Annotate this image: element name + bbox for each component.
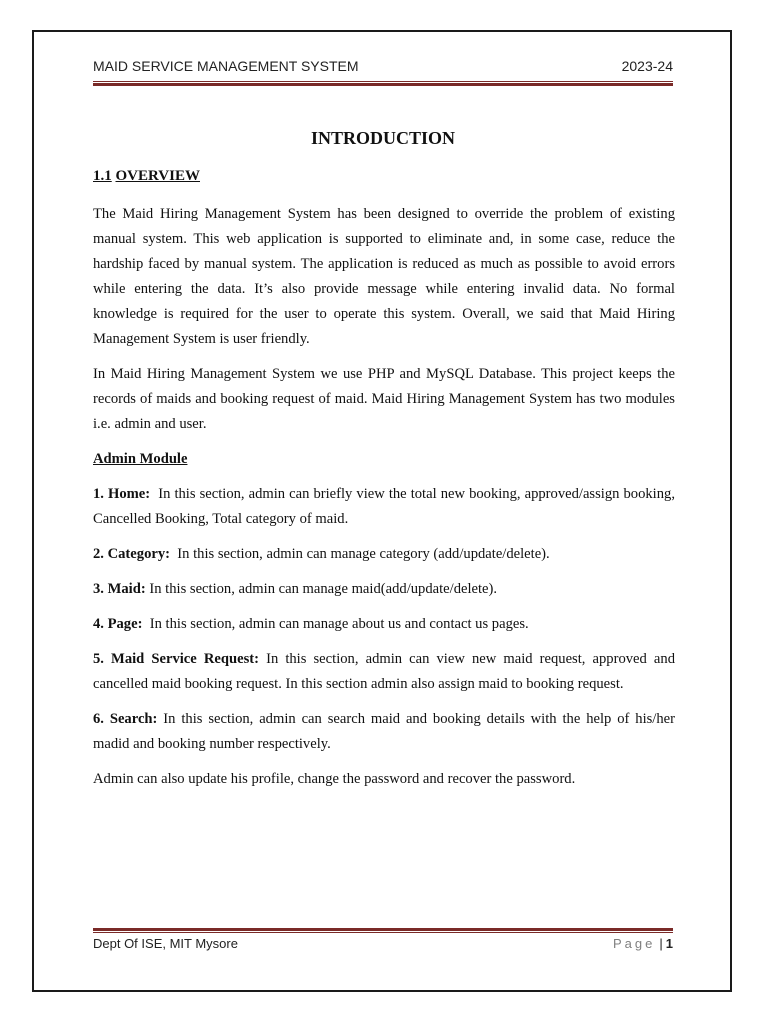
list-item-label: 3. Maid:: [93, 581, 146, 597]
admin-module-heading-text: Admin Module: [93, 451, 188, 467]
header-rule: [93, 81, 673, 86]
list-item: [93, 542, 675, 567]
page-separator: |: [659, 936, 663, 951]
list-item: [93, 707, 679, 757]
list-item-label: 4. Page:: [93, 616, 143, 632]
list-item-text: In this section, admin can briefly view the total new booking, approved/assign booking, Cancelled Booking, Total category of maid.: [93, 486, 679, 527]
list-item-text: In this section, admin can manage category (add/update/delete).: [170, 546, 550, 562]
list-item: [93, 482, 679, 532]
list-item-label: 6. Search:: [93, 711, 158, 727]
overview-paragraph-2: In Maid Hiring Management System we use PHP and MySQL Database. This project keeps the records of maids and booking request of maid. Maid Hiring Management System has two modules i.e. admin and user.: [93, 366, 675, 432]
page-footer: [93, 936, 673, 951]
list-item: [93, 577, 675, 602]
list-item-text: In this section, admin can view new maid request, approved and cancelled maid booking request. In this section admin also assign maid to booking request.: [93, 651, 679, 692]
page-number: 1: [665, 936, 673, 951]
list-item-text: In this section, admin can manage about us and contact us pages.: [142, 616, 529, 632]
footer-rule: [93, 928, 673, 933]
list-item: [93, 612, 675, 637]
page-label: Page: [613, 936, 656, 951]
admin-closing-paragraph: Admin can also update his profile, change the password and recover the password.: [93, 771, 576, 787]
list-item: [93, 647, 679, 697]
admin-module-heading: [93, 447, 675, 472]
section-number: 1.1: [93, 168, 112, 184]
header-title: MAID SERVICE MANAGEMENT SYSTEM: [93, 58, 359, 74]
header-year: 2023-24: [621, 58, 673, 74]
page-header: [93, 58, 673, 74]
section-name: OVERVIEW: [115, 168, 200, 184]
list-item-label: 2. Category:: [93, 546, 170, 562]
overview-paragraph-1: The Maid Hiring Management System has been designed to override the problem of existing manual system. This web application is supported to eliminate and, in some case, reduce the hardship faced by manual system. The application is reduced as much as possible to avoid errors while entering the data. It’s also provide message while entering invalid data. No formal knowledge is required for the user to operate this system. Overall, we said that Maid Hiring Management System is user friendly.: [93, 206, 675, 347]
footer-department: Dept Of ISE, MIT Mysore: [93, 936, 238, 951]
list-item-label: 1. Home:: [93, 486, 151, 502]
section-heading: [93, 168, 200, 185]
list-item-text: In this section, admin can manage maid(add/update/delete).: [145, 581, 498, 597]
footer-page: [613, 936, 673, 951]
document-body: [93, 202, 679, 802]
list-item-label: 5. Maid Service Request:: [93, 651, 259, 667]
list-item-text: In this section, admin can search maid and booking details with the help of his/her madid and booking number respectively.: [93, 711, 679, 752]
page-title: INTRODUCTION: [310, 128, 456, 148]
